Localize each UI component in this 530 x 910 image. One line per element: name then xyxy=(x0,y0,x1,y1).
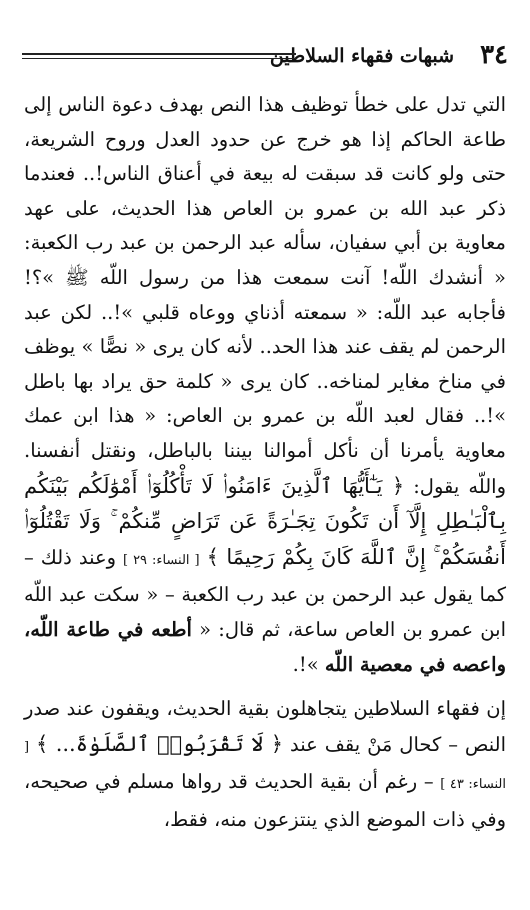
page-number: ٣٤ xyxy=(480,40,508,70)
paragraph-1 xyxy=(24,88,506,682)
verse-source-nisa-43: [ النساء: ٤٣ ] xyxy=(24,739,506,793)
paragraph-1-text: التي تدل على خطأ توظيف هذا النص بهدف دعوة الناس إلى طاعة الحاكم إذا هو خرج عن حدود العدل وروح الشريعة، حتى ولو كانت قد سبقت له بيعة في أعناق الناس!.. فعندما ذكر عبد الله بن عمرو بن العاص هذا الحديث، على عهد معاوية بن أبي سفيان، سأله عبد الرحمن بن عبد رب الكعبة: « أنشدك اللّه! آنت سمعت هذا من رسول اللّه ﷺ »؟! فأجابه عبد اللّه: « سمعته أذناي ووعاه قلبي »!.. لكن عبد الرحمن لم يقف عند هذا الحد.. لأنه كان يرى « نصًّا » يوظف في مناخ مغاير لمناخه.. كان يرى « كلمة حق يراد بها باطل »!.. فقال لعبد اللّه بن عمرو بن العاص: « هذا ابن عمك معاوية يأمرنا أن نأكل أموالنا بيننا بالباطل، ونقتل أنفسنا. واللّه يقول: xyxy=(24,93,507,498)
verse-source-nisa-29: [ النساء: ٢٩ ] xyxy=(123,552,200,568)
bold-quote: أطعه في طاعة اللّه، واعصه في معصية اللّه xyxy=(24,617,506,676)
paragraph-1-end: »!. xyxy=(292,652,325,676)
running-title: شبهات فقهاء السلاطين xyxy=(269,45,454,67)
page-header xyxy=(22,40,508,74)
quran-verse-nisa-43: ﴿ لَا تَقْرَبُوا۟ ٱلصَّلَوٰةَ... ﴾ xyxy=(36,731,284,756)
body-text xyxy=(24,88,506,837)
paragraph-2-text-cont: – رغم أن بقية الحديث قد رواها مسلم في صحيحه، وفي ذات الموضع الذي ينتزعون منه، فقط، xyxy=(24,770,506,831)
paragraph-2 xyxy=(24,692,506,837)
header-rule xyxy=(22,53,296,59)
quran-verse-nisa-29: ﴿ يَـٰٓأَيُّهَا ٱلَّذِينَ ءَامَنُوا۟ لَا تَأْكُلُوٓا۟ أَمْوَٰلَكُم بَيْنَكُم بِٱلْبَـٰطِلِ إِلَّآ أَن تَكُونَ تِجَـٰرَةً عَن تَرَاضٍ مِّنكُمْ ۚ وَلَا تَقْتُلُوٓا۟ أَنفُسَكُمْ ۚ إِنَّ ٱللَّهَ كَانَ بِكُمْ رَحِيمًا ﴾ xyxy=(24,473,506,569)
paragraph-2-text: إن فقهاء السلاطين يتجاهلون بقية الحديث، ويقفون عند صدر النص – كحال مَنْ يقف عند xyxy=(24,697,506,756)
paragraph-1-text-cont: وعند ذلك – كما يقول عبد الرحمن بن عبد رب الكعبة – « سكت عبد اللّه ابن عمرو بن العاص ساعة، ثم قال: « xyxy=(24,545,506,641)
